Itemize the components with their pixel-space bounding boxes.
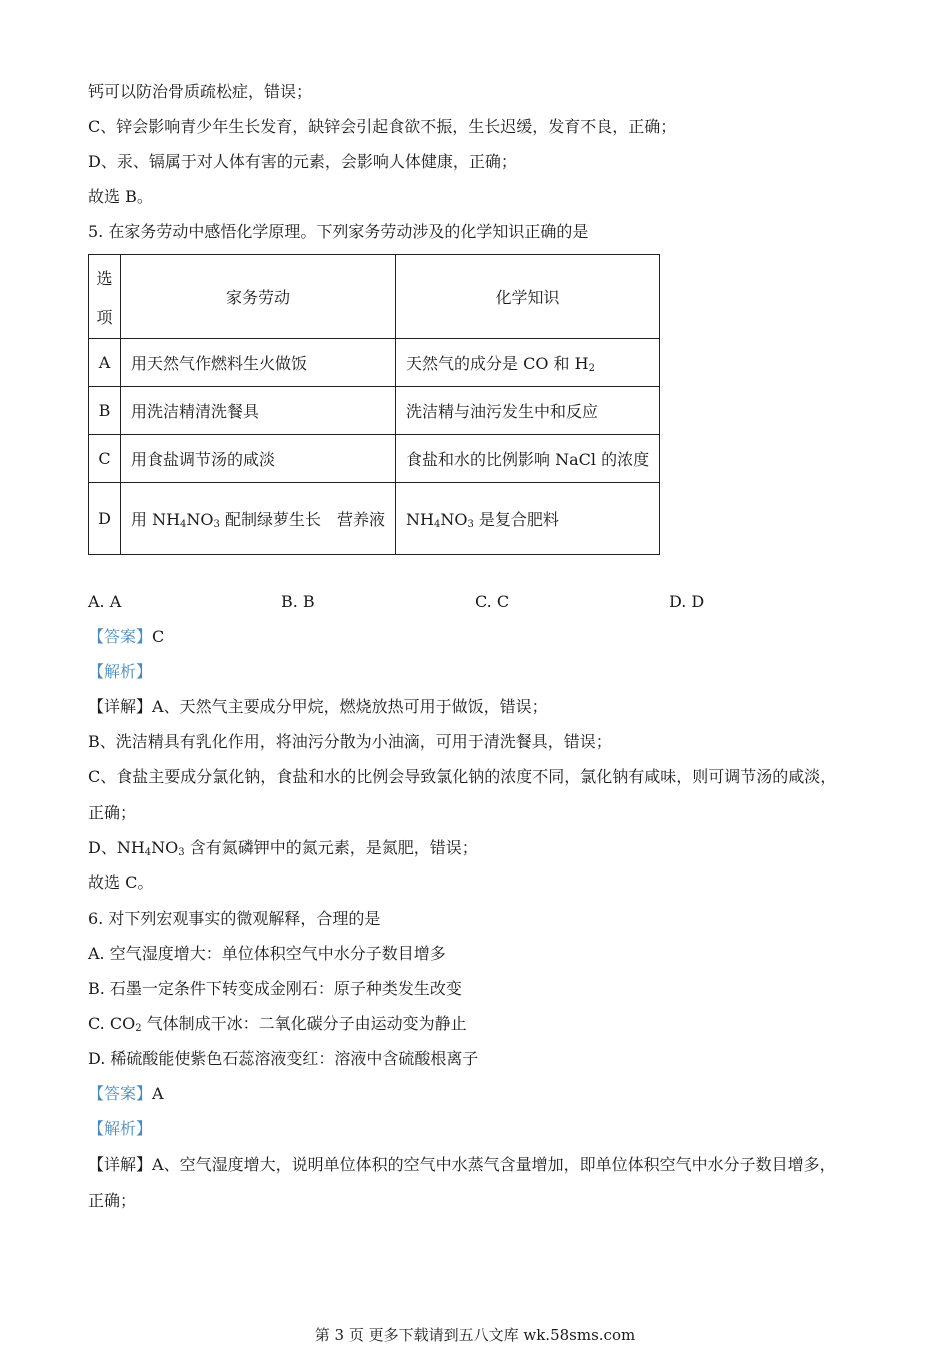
row-chore: 用食盐调节汤的咸淡 — [121, 435, 396, 483]
choice-d: D. 稀硫酸能使紫色石蕊溶液变红：溶液中含硫酸根离子 — [88, 1049, 479, 1068]
header-chore: 家务劳动 — [121, 255, 396, 339]
choice-c: C. C — [475, 592, 510, 611]
table-row — [89, 387, 660, 435]
text-line: B、洗洁精具有乳化作用，将油污分散为小油滴，可用于清洗餐具，错误； — [88, 732, 612, 751]
row-option: D — [89, 483, 121, 555]
analysis-tag: 【解析】 — [88, 662, 153, 681]
row-chore: 用洗洁精清洗餐具 — [121, 387, 396, 435]
text-line: D、$NH_4NO_3$ 含有氮磷钾中的氮元素，是氮肥，错误； — [88, 838, 478, 858]
text-line: 故选 B。 — [88, 187, 153, 206]
page-footer: 第 3 页 更多下载请到五八文库 wk.58sms.com — [314, 1326, 636, 1344]
answer-tag: 【答案】 — [88, 1084, 153, 1103]
row-chore: 用天然气作燃料生火做饭 — [121, 339, 396, 387]
header-option-char: 选 — [96, 268, 113, 288]
choice-b: B. 石墨一定条件下转变成金刚石：原子种类发生改变 — [88, 979, 462, 998]
answer-value: C — [152, 627, 165, 646]
row-chem: $NH_4NO_3$ 是复合肥料 — [396, 483, 660, 555]
header-option — [89, 255, 121, 339]
options-table — [88, 254, 660, 555]
text-line: 正确； — [88, 803, 137, 822]
row-option: A — [89, 339, 121, 387]
text-line: 钙可以防治骨质疏松症，错误； — [88, 82, 313, 101]
question-stem: 5. 在家务劳动中感悟化学原理。下列家务劳动涉及的化学知识正确的是 — [88, 222, 589, 241]
answer-line — [88, 627, 164, 647]
row-chem: 食盐和水的比例影响 NaCl 的浓度 — [396, 435, 660, 483]
question-stem: 6. 对下列宏观事实的微观解释，合理的是 — [88, 909, 381, 928]
choice-c: C. $CO_2$ 气体制成干冰：二氧化碳分子由运动变为静止 — [88, 1014, 467, 1034]
table-header-row — [89, 255, 660, 339]
row-chem: 天然气的成分是 CO 和 $H_2$ — [396, 339, 660, 387]
detail-line: 【详解】A、天然气主要成分甲烷，燃烧放热可用于做饭，错误； — [88, 697, 548, 716]
text-line: 正确； — [88, 1191, 137, 1210]
choice-a: A. 空气湿度增大：单位体积空气中水分子数目增多 — [88, 944, 446, 963]
row-option: C — [89, 435, 121, 483]
table-row — [89, 435, 660, 483]
detail-tag: 【详解】 — [88, 697, 153, 716]
answer-line — [88, 1084, 164, 1104]
row-option: B — [89, 387, 121, 435]
text-line: 故选 C。 — [88, 873, 154, 892]
row-chem: 洗洁精与油污发生中和反应 — [396, 387, 660, 435]
detail-line: 【详解】A、空气湿度增大，说明单位体积的空气中水蒸气含量增加，即单位体积空气中水分子数目增多， — [88, 1155, 836, 1174]
row-chore: 用 $NH_4NO_3$ 配制绿萝生长 营养液 — [121, 483, 396, 555]
choice-b: B. B — [281, 592, 315, 611]
analysis-tag: 【解析】 — [88, 1119, 153, 1138]
answer-tag: 【答案】 — [88, 627, 153, 646]
answer-value: A — [152, 1084, 164, 1103]
detail-tag: 【详解】 — [88, 1155, 153, 1174]
text-line: C、锌会影响青少年生长发育，缺锌会引起食欲不振，生长迟缓，发育不良，正确； — [88, 117, 677, 136]
table-row — [89, 483, 660, 555]
choice-d: D. D — [669, 592, 705, 611]
header-chem: 化学知识 — [396, 255, 660, 339]
text-line: C、食盐主要成分氯化钠，食盐和水的比例会导致氯化钠的浓度不同，氯化钠有咸味，则可调节汤的咸淡， — [88, 767, 837, 786]
header-option-char: 项 — [96, 307, 113, 327]
text-line: D、汞、镉属于对人体有害的元素，会影响人体健康，正确； — [88, 152, 517, 171]
choice-a: A. A — [88, 592, 122, 611]
table-row — [89, 339, 660, 387]
